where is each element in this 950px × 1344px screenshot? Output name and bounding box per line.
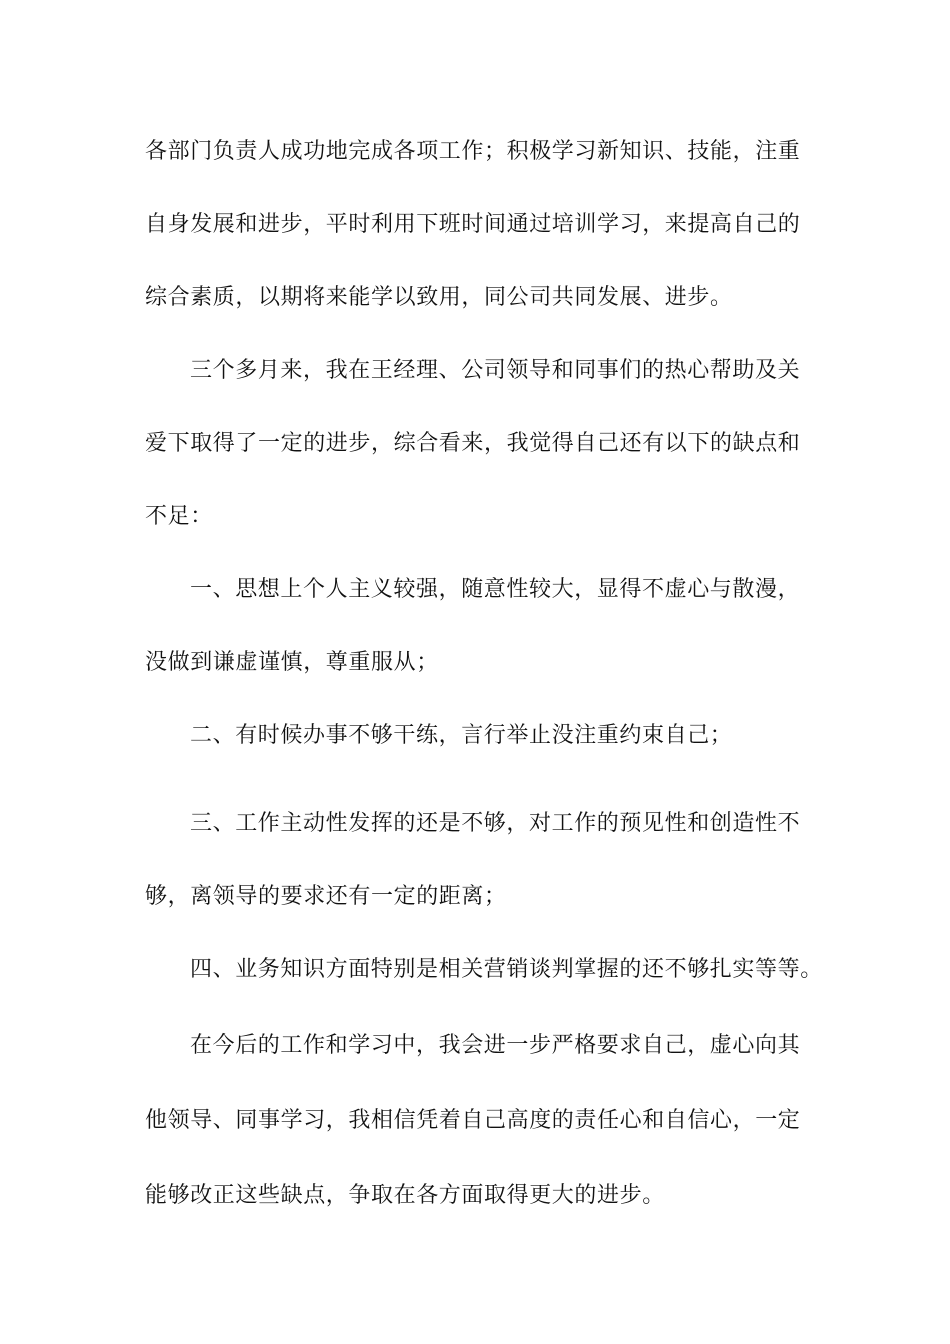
text-line: 一、思想上个人主义较强，随意性较大，显得不虚心与散漫， — [190, 577, 801, 602]
text-line: 四、业务知识方面特别是相关营销谈判掌握的还不够扎实等等。 — [190, 957, 823, 982]
text-line: 自身发展和进步，平时利用下班时间通过培训学习，来提高自己的 — [145, 212, 801, 237]
text-line: 三、工作主动性发挥的还是不够，对工作的预见性和创造性不 — [190, 811, 801, 836]
text-line: 他领导、同事学习，我相信凭着自己高度的责任心和自信心，一定 — [145, 1108, 801, 1133]
text-line: 三个多月来，我在王经理、公司领导和同事们的热心帮助及关 — [190, 358, 801, 383]
text-line: 综合素质，以期将来能学以致用，同公司共同发展、进步。 — [145, 285, 733, 310]
text-line: 没做到谦虚谨慎，尊重服从； — [145, 650, 439, 675]
text-line: 在今后的工作和学习中，我会进一步严格要求自己，虚心向其 — [190, 1033, 801, 1058]
text-line: 不足： — [145, 504, 213, 529]
text-line: 各部门负责人成功地完成各项工作；积极学习新知识、技能，注重 — [145, 139, 801, 164]
text-line: 二、有时候办事不够干练，言行举止没注重约束自己； — [190, 723, 733, 748]
text-line: 爱下取得了一定的进步，综合看来，我觉得自己还有以下的缺点和 — [145, 431, 801, 456]
text-line: 能够改正这些缺点，争取在各方面取得更大的进步。 — [145, 1183, 665, 1208]
text-line: 够，离领导的要求还有一定的距离； — [145, 884, 507, 909]
